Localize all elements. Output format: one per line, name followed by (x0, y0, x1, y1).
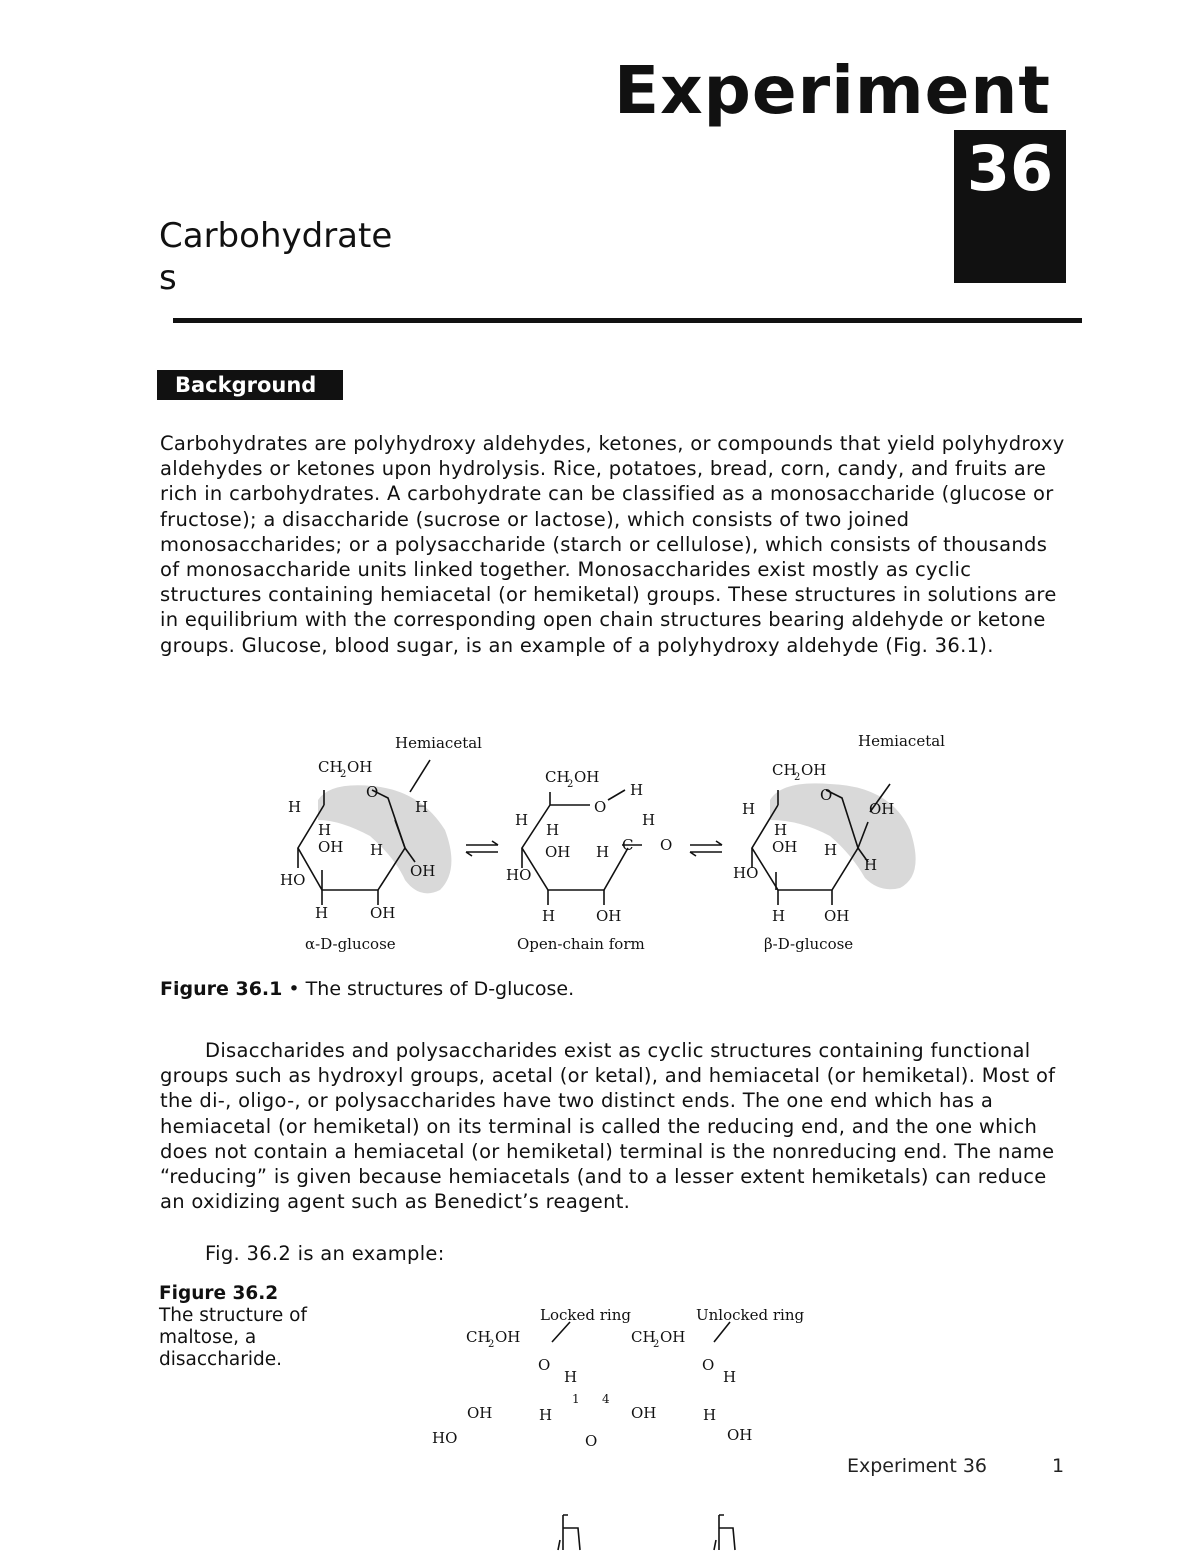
maltose-h-left: H (564, 1368, 578, 1386)
beta-oh-anomeric: OH (869, 800, 895, 818)
open-h-aldehyde: H (642, 811, 656, 829)
figure-36-1-caption (160, 978, 574, 1000)
open-ch2oh-sub: 2 (567, 779, 574, 790)
alpha-oh-c4: OH (318, 838, 344, 856)
alpha-glucose-label: α-D-glucose (305, 935, 396, 953)
maltose-h-right: H (723, 1368, 737, 1386)
open-h-c4: H (546, 821, 560, 839)
alpha-h-c2: H (370, 841, 384, 859)
figure-36-2-description: The structure of maltose, a disaccharide. (159, 1305, 307, 1370)
beta-ch2oh-sub: 2 (794, 772, 801, 783)
figure-36-2-diagram (432, 1306, 804, 1550)
open-chain-label: Open-chain form (517, 935, 645, 953)
alpha-oh-anomeric: OH (410, 862, 436, 880)
alpha-oh-bottom: OH (370, 904, 396, 922)
beta-h-anomeric: H (864, 856, 878, 874)
equilibrium-arrow-1 (466, 841, 498, 856)
maltose-ho-left: HO (432, 1429, 458, 1447)
open-ho-c3: HO (506, 866, 532, 884)
figure-36-2-title: Figure 36.2 (159, 1283, 279, 1304)
open-h-bottom: H (542, 907, 556, 925)
figure-36-1-caption-text: The structures of D-glucose. (305, 978, 575, 1000)
footer-experiment-label: Experiment 36 (847, 1455, 987, 1477)
open-h-c2: H (596, 843, 610, 861)
beta-oh-c4: OH (772, 838, 798, 856)
maltose-h-right-2: H (703, 1406, 717, 1424)
alpha-h-c4: H (318, 821, 332, 839)
beta-ch2oh-oh: OH (801, 761, 827, 779)
background-paragraph-2: Disaccharides and polysaccharides exist as cyclic structures containing functional groups such as hydroxyl groups, acetal (or ketal), and hemiacetal (or hemiketal). Most of the di-, oligo-, or polysaccharides have two distinct ends. The one end which has a hemiacetal (or hemiketal) on its terminal is called the reducing end, and the one which does not contain a hemiacetal (or hemiketal) terminal is the nonreducing end. The name “reducing” is given because hemiacetals (and to a lesser extent hemiketals) can reduce an oxidizing agent such as Benedict’s reagent. (160, 1039, 1056, 1214)
experiment-number: 36 (966, 132, 1054, 205)
figure-36-1-caption-separator: • (282, 978, 306, 1000)
maltose-ch2oh-left-ch: CH (466, 1328, 491, 1346)
figure-36-2-caption (159, 1283, 359, 1371)
alpha-ch2oh-ch: CH (318, 758, 343, 776)
open-c-aldehyde: C (622, 836, 634, 854)
alpha-glucose-structure (280, 734, 482, 953)
alpha-h-left: H (288, 798, 302, 816)
open-oh-c4: OH (545, 843, 571, 861)
alpha-ring-o: O (366, 783, 379, 801)
section-label-background: Background (157, 370, 343, 400)
alpha-ch2oh-sub: 2 (340, 769, 347, 780)
beta-hemiacetal-label: Hemiacetal (858, 732, 945, 750)
open-chain-structure (506, 768, 672, 953)
figure-36-1-caption-number: Figure 36.1 (160, 978, 283, 1000)
open-o-aldehyde: O (660, 836, 673, 854)
alpha-ch2oh-oh: OH (347, 758, 373, 776)
open-ch2oh-ch: CH (545, 768, 570, 786)
beta-h-bottom: H (772, 907, 786, 925)
alpha-ho-c3: HO (280, 871, 306, 889)
open-h-top: H (630, 781, 644, 799)
open-oh-bottom: OH (596, 907, 622, 925)
maltose-c1-label: 1 (572, 1392, 580, 1406)
background-paragraph-1: Carbohydrates are polyhydroxy aldehydes, ketones, or compounds that yield polyhydroxy aldehydes or ketones upon hydrolysis. Rice, potatoes, bread, corn, candy, and fruits are rich in carbohydrates. A carbohydrate can be classified as a monosaccharide (glucose or fructose); a disaccharide (sucrose or lactose), which consists of two joined monosaccharides; or a polysaccharide (starch or cellulose), which consists of thousands of monosaccharide units linked together. Monosaccharides exist mostly as cyclic structures containing hemiacetal (or hemiketal) groups. These structures in solutions are in equilibrium with the corresponding open chain structures bearing aldehyde or ketone groups. Glucose, blood sugar, is an example of a polyhydroxy aldehyde (Fig. 36.1). (160, 432, 1065, 657)
unlocked-ring-label: Unlocked ring (696, 1306, 805, 1324)
beta-h-c2: H (824, 841, 838, 859)
beta-h-c4: H (774, 821, 788, 839)
maltose-o-glycosidic: O (585, 1432, 598, 1450)
open-o: O (594, 798, 607, 816)
maltose-ch2oh-left-oh: OH (495, 1328, 521, 1346)
maltose-ch2oh-right-sub: 2 (653, 1339, 660, 1350)
beta-oh-bottom: OH (824, 907, 850, 925)
beta-ho-c3: HO (733, 864, 759, 882)
maltose-ch2oh-right-ch: CH (631, 1328, 656, 1346)
beta-h-left: H (742, 800, 756, 818)
open-ch2oh-oh: OH (574, 768, 600, 786)
experiment-title: Experiment (614, 52, 1051, 129)
maltose-fragment-right (714, 1515, 735, 1550)
maltose-o-left: O (538, 1356, 551, 1374)
open-h-left: H (515, 811, 529, 829)
maltose-fragment-left (558, 1515, 580, 1550)
maltose-ch2oh-right-oh: OH (660, 1328, 686, 1346)
alpha-h-bottom: H (315, 904, 329, 922)
equilibrium-arrow-2 (690, 841, 722, 856)
maltose-h-mid: H (539, 1406, 553, 1424)
alpha-hemiacetal-label: Hemiacetal (395, 734, 482, 752)
maltose-o-right: O (702, 1356, 715, 1374)
maltose-oh-left: OH (467, 1404, 493, 1422)
beta-glucose-label: β-D-glucose (764, 935, 854, 953)
beta-ch2oh-ch: CH (772, 761, 797, 779)
background-paragraph-3: Fig. 36.2 is an example: (205, 1242, 445, 1265)
maltose-c4-label: 4 (602, 1392, 610, 1406)
maltose-oh-far-right: OH (727, 1426, 753, 1444)
chapter-title: Carbohydrates (159, 216, 393, 298)
maltose-ch2oh-left-sub: 2 (488, 1339, 495, 1350)
maltose-oh-right: OH (631, 1404, 657, 1422)
beta-ring-o: O (820, 786, 833, 804)
footer-page-number: 1 (1052, 1455, 1065, 1477)
locked-ring-label: Locked ring (540, 1306, 631, 1324)
alpha-h-right: H (415, 798, 429, 816)
